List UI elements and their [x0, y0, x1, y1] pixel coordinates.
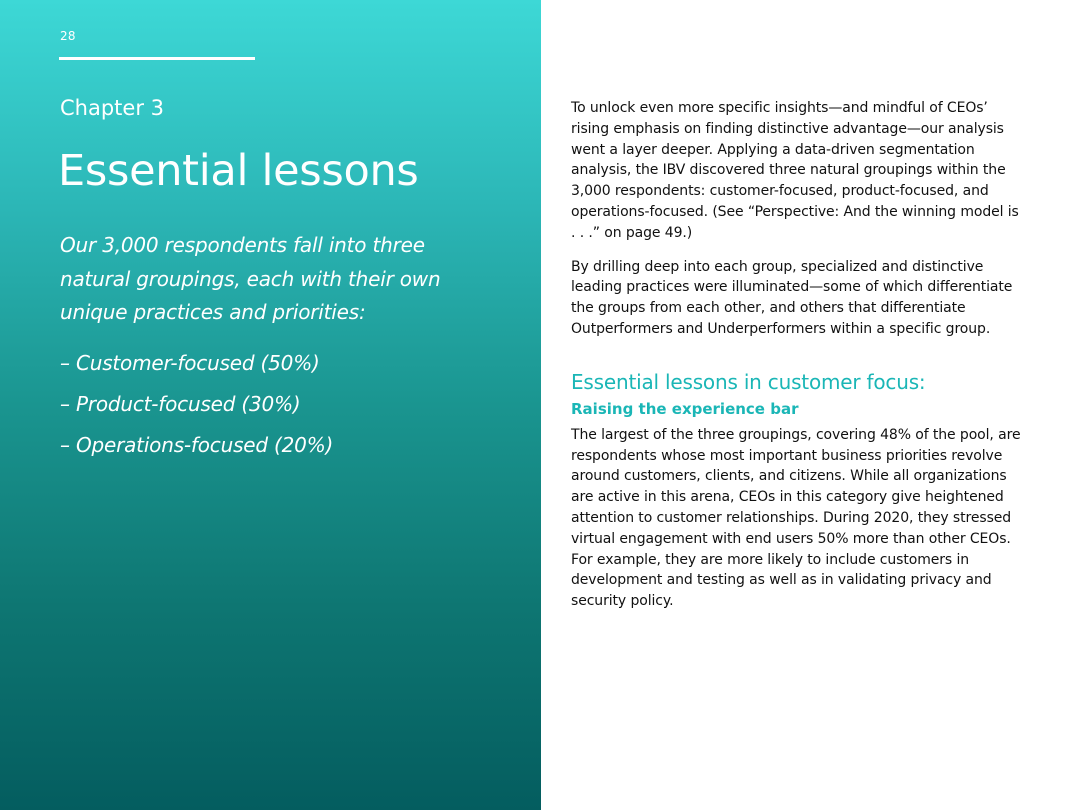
- chapter-label: Chapter 3: [60, 96, 164, 120]
- list-item: – Product-focused (30%): [60, 392, 301, 416]
- section-heading: Essential lessons in customer focus:: [571, 369, 926, 394]
- groupings-list: [60, 343, 333, 466]
- list-item: – Operations-focused (20%): [60, 433, 334, 457]
- body-paragraph-1: To unlock even more specific insights—and mindful of CEOs’ rising emphasis on finding distinctive advantage—our analysis went a layer deeper. Applying a data-driven segmentation analysis, the IBV discovered three natural groupings within the 3,000 respondents: customer-focused, product-focused, and operations-focused. (See “Perspective: And the winning model is . . .” on page 49.): [571, 100, 1019, 241]
- page-number: 28: [60, 29, 76, 43]
- intro-text: Our 3,000 respondents fall into three natural groupings, each with their own unique practices and priorities:: [60, 233, 441, 324]
- body-column: [571, 98, 1023, 625]
- page-title: Essential lessons: [58, 146, 419, 196]
- body-paragraph-3: The largest of the three groupings, covering 48% of the pool, are respondents whose most important business priorities revolve around customers, clients, and citizens. While all organizations are active in this arena, CEOs in this category give heightened attention to customer relationships. During 2020, they stressed virtual engagement with end users 50% more than other CEOs. For example, they are more likely to include customers in development and testing as well as in validating privacy and security policy.: [571, 426, 1021, 610]
- top-rule-divider: [59, 57, 255, 60]
- section-subheading: Raising the experience bar: [571, 399, 799, 418]
- body-paragraph-2: By drilling deep into each group, specialized and distinctive leading practices were illuminated—some of which differentiate the groups from each other, and others that differentiate Outperformers and Underperformers within a specific group.: [571, 258, 1013, 337]
- list-item: – Customer-focused (50%): [60, 351, 320, 375]
